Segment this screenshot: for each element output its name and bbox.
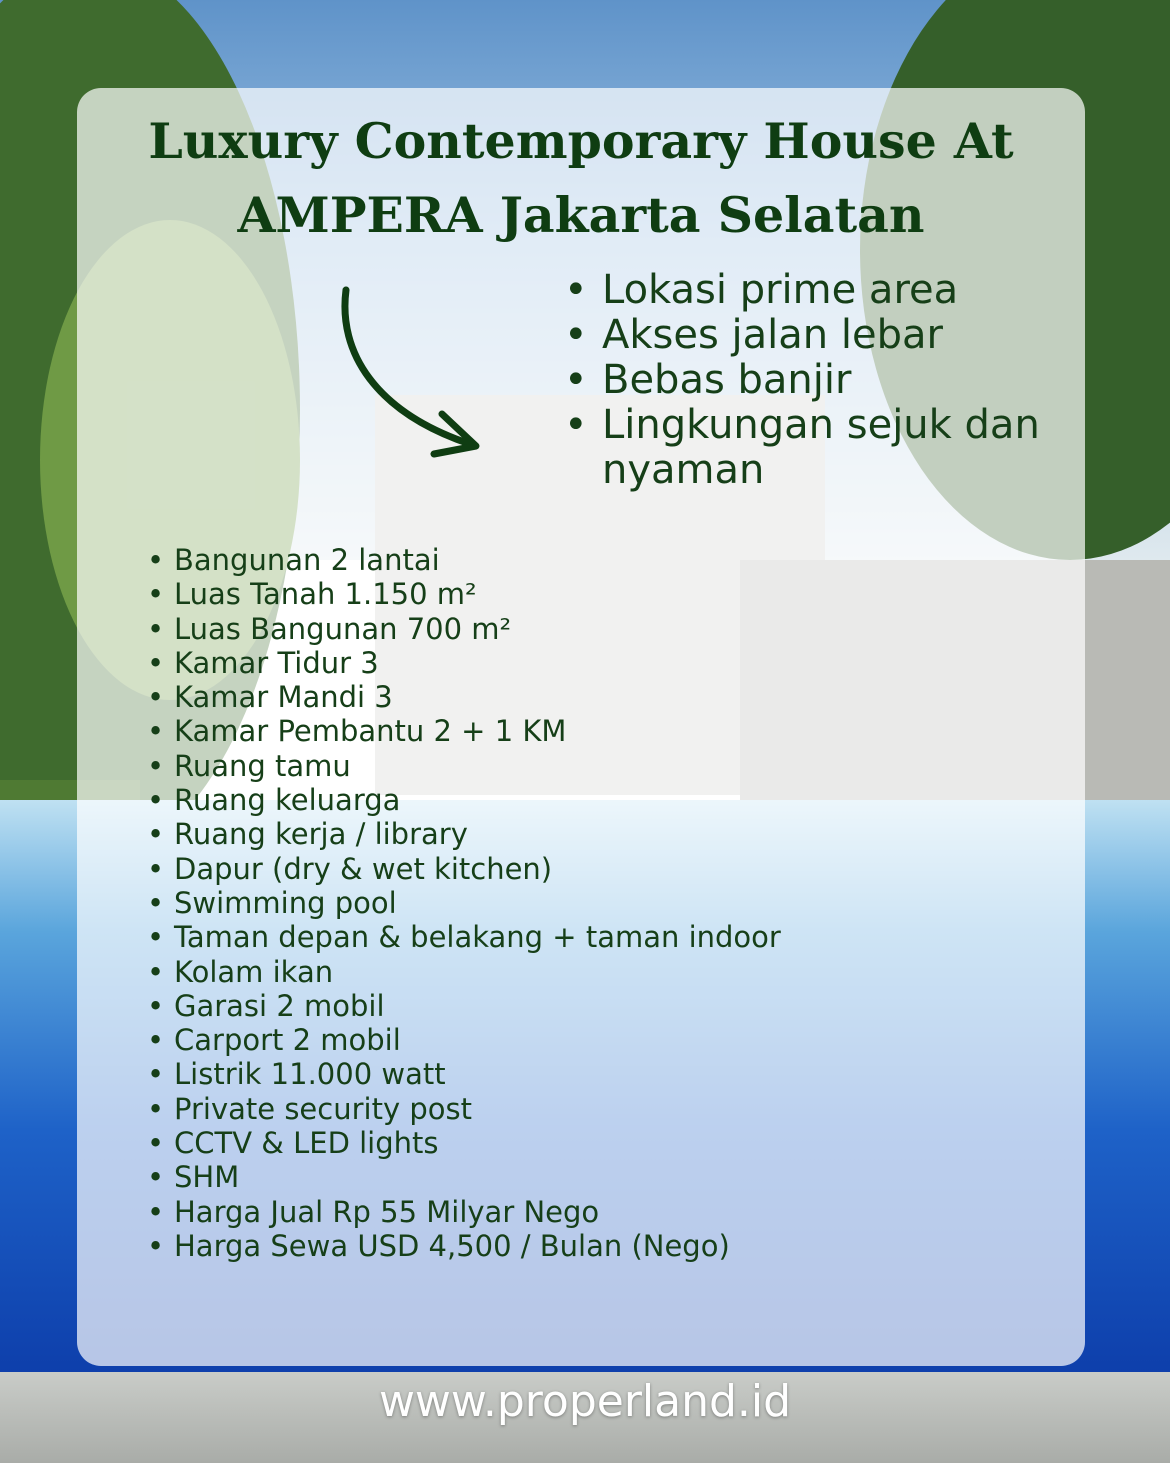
feature-item: • Kamar Pembantu 2 + 1 KM [145, 714, 1045, 748]
feature-item: • Private security post [145, 1092, 1045, 1126]
feature-item: • Ruang keluarga [145, 783, 1045, 817]
feature-item: • Luas Tanah 1.150 m² [145, 577, 1045, 611]
title-line-1: Luxury Contemporary House At [148, 112, 1014, 170]
feature-item: • SHM [145, 1160, 1045, 1194]
highlights-list [560, 268, 1050, 493]
feature-item: • CCTV & LED lights [145, 1126, 1045, 1160]
highlight-item: • Akses jalan lebar [560, 313, 1050, 358]
highlight-item: • Lingkungan sejuk dan nyaman [560, 403, 1050, 493]
page-title [77, 104, 1085, 252]
highlight-item: • Lokasi prime area [560, 268, 1050, 313]
features-list [145, 543, 1045, 1263]
feature-item: • Dapur (dry & wet kitchen) [145, 852, 1045, 886]
feature-item: • Kamar Mandi 3 [145, 680, 1045, 714]
feature-item: • Listrik 11.000 watt [145, 1057, 1045, 1091]
curved-arrow-icon [330, 282, 500, 462]
feature-item: • Swimming pool [145, 886, 1045, 920]
feature-item: • Kamar Tidur 3 [145, 646, 1045, 680]
website-url[interactable]: www.properland.id [378, 1376, 792, 1427]
feature-item: • Harga Sewa USD 4,500 / Bulan (Nego) [145, 1229, 1045, 1263]
title-line-2: AMPERA Jakarta Selatan [237, 186, 925, 244]
feature-item: • Kolam ikan [145, 955, 1045, 989]
feature-item: • Taman depan & belakang + taman indoor [145, 920, 1045, 954]
feature-item: • Harga Jual Rp 55 Milyar Nego [145, 1195, 1045, 1229]
highlight-item: • Bebas banjir [560, 358, 1050, 403]
feature-item: • Bangunan 2 lantai [145, 543, 1045, 577]
feature-item: • Luas Bangunan 700 m² [145, 612, 1045, 646]
feature-item: • Carport 2 mobil [145, 1023, 1045, 1057]
feature-item: • Ruang kerja / library [145, 817, 1045, 851]
feature-item: • Garasi 2 mobil [145, 989, 1045, 1023]
feature-item: • Ruang tamu [145, 749, 1045, 783]
